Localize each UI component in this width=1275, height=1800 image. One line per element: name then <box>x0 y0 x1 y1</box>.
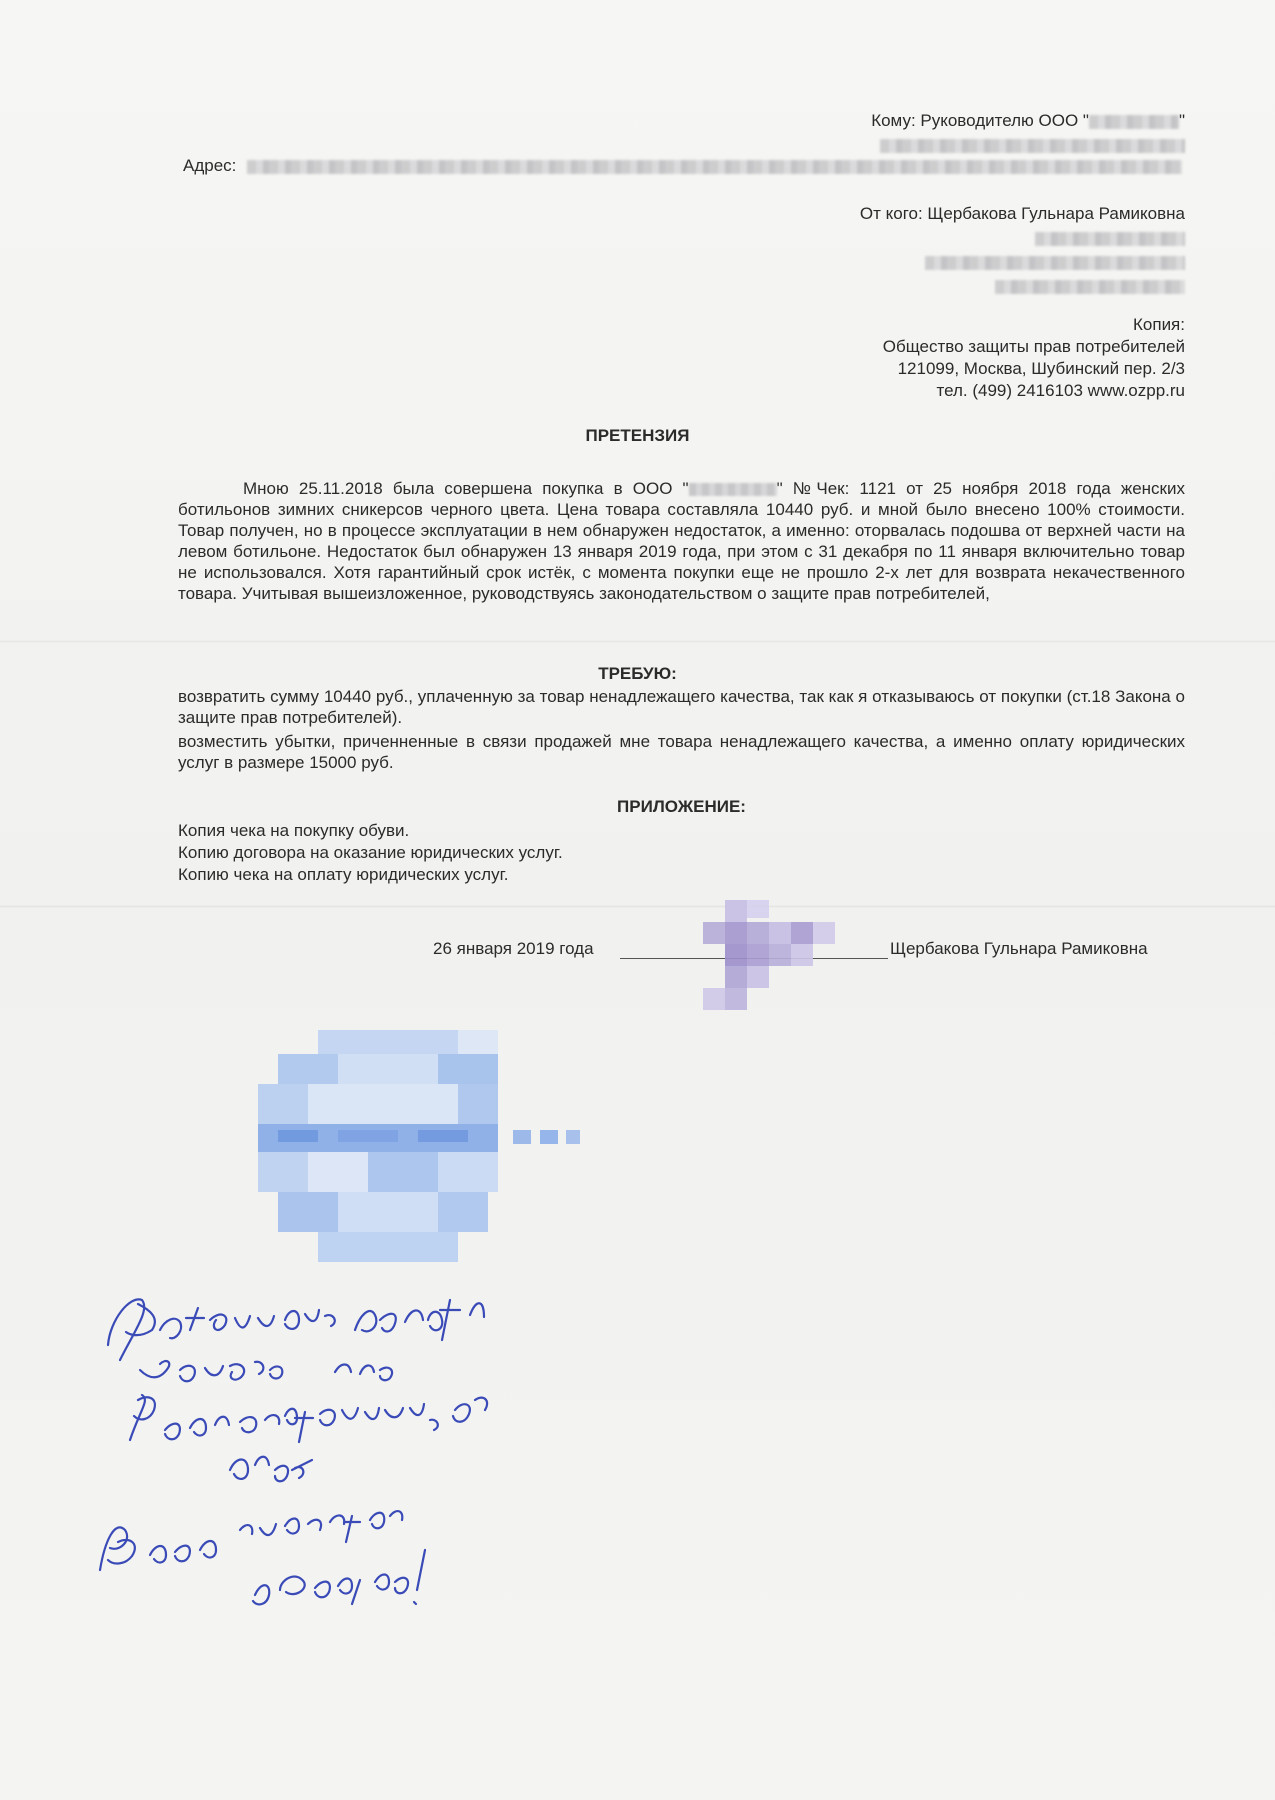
redacted-company <box>689 483 777 496</box>
redacted-signature <box>690 900 870 1030</box>
redacted-sender-line <box>995 280 1185 294</box>
signature-date: 26 января 2019 года <box>433 939 594 958</box>
copy-org: Общество защиты прав потребителей <box>882 337 1185 356</box>
recipient-label: Кому: Руководителю ООО " <box>871 111 1089 130</box>
address-label: Адрес: <box>183 156 237 175</box>
redacted-recipient-name <box>871 134 1185 156</box>
paper-fold <box>0 640 1275 643</box>
copy-block <box>883 314 1185 402</box>
address-line <box>183 155 1182 177</box>
handwritten-note <box>80 1290 600 1630</box>
signature-name: Щербакова Гульнара Рамиковна <box>890 939 1148 958</box>
recipient-line: Кому: Руководителю ООО " " <box>871 111 1185 130</box>
sender-block <box>860 203 1185 297</box>
demand-item: возвратить сумму 10440 руб., уплаченную за товар ненадлежащего качества, так как я отказываюсь от покупки (ст.18 Закона о защите прав потребителей). <box>178 687 1185 727</box>
copy-contacts: тел. (499) 2416103 www.ozpp.ru <box>936 381 1185 400</box>
document-title: ПРЕТЕНЗИЯ <box>585 426 690 445</box>
copy-address: 121099, Москва, Шубинский пер. 2/3 <box>897 359 1185 378</box>
attachment-heading: ПРИЛОЖЕНИЕ: <box>617 797 746 816</box>
claim-paragraph: Мною 25.11.2018 была совершена покупка в ООО " " №Чек: 1121 от 25 ноября 2018 года женских ботильонов зимних сникерсов черного цвета. Цена товара составляла 10440 руб. и мной было внесено 100% стоимости. Товар получен, но в процессе эксплуатации в нем обнаружен недостаток, а именно: оторвалась подошва от верхней части на левом ботильоне. Недостаток был обнаружен 13 января 2019 года, при этом с 31 декабря по 11 января включительно товар не использовался. Хотя гарантийный срок истёк, с момента покупки еще не прошло 2-х лет для возврата некачественного товара. Учитывая вышеизложенное, руководствуясь законодательством о защите прав потребителей, <box>178 479 1185 603</box>
redacted-stamp <box>258 1030 608 1280</box>
redacted-sender-line <box>925 256 1185 270</box>
paper-fold <box>0 905 1275 908</box>
redacted-sender-line <box>1035 232 1185 246</box>
recipient-block <box>871 110 1185 156</box>
redacted-address <box>247 160 1182 174</box>
redacted-company <box>1089 115 1179 129</box>
demand-item: возместить убытки, приченненные в связи продажей мне товара ненадлежащего качества, а именно оплату юридических услуг в размере 15000 руб. <box>178 732 1185 772</box>
demand-heading: ТРЕБУЮ: <box>598 664 677 683</box>
sender-line: От кого: Щербакова Гульнара Рамиковна <box>859 204 1185 223</box>
attachment-item: Копия чека на покупку обуви. <box>178 821 410 840</box>
attachment-item: Копию чека на оплату юридических услуг. <box>178 865 509 884</box>
attachment-item: Копию договора на оказание юридических услуг. <box>178 843 563 862</box>
copy-label: Копия: <box>1133 315 1185 334</box>
